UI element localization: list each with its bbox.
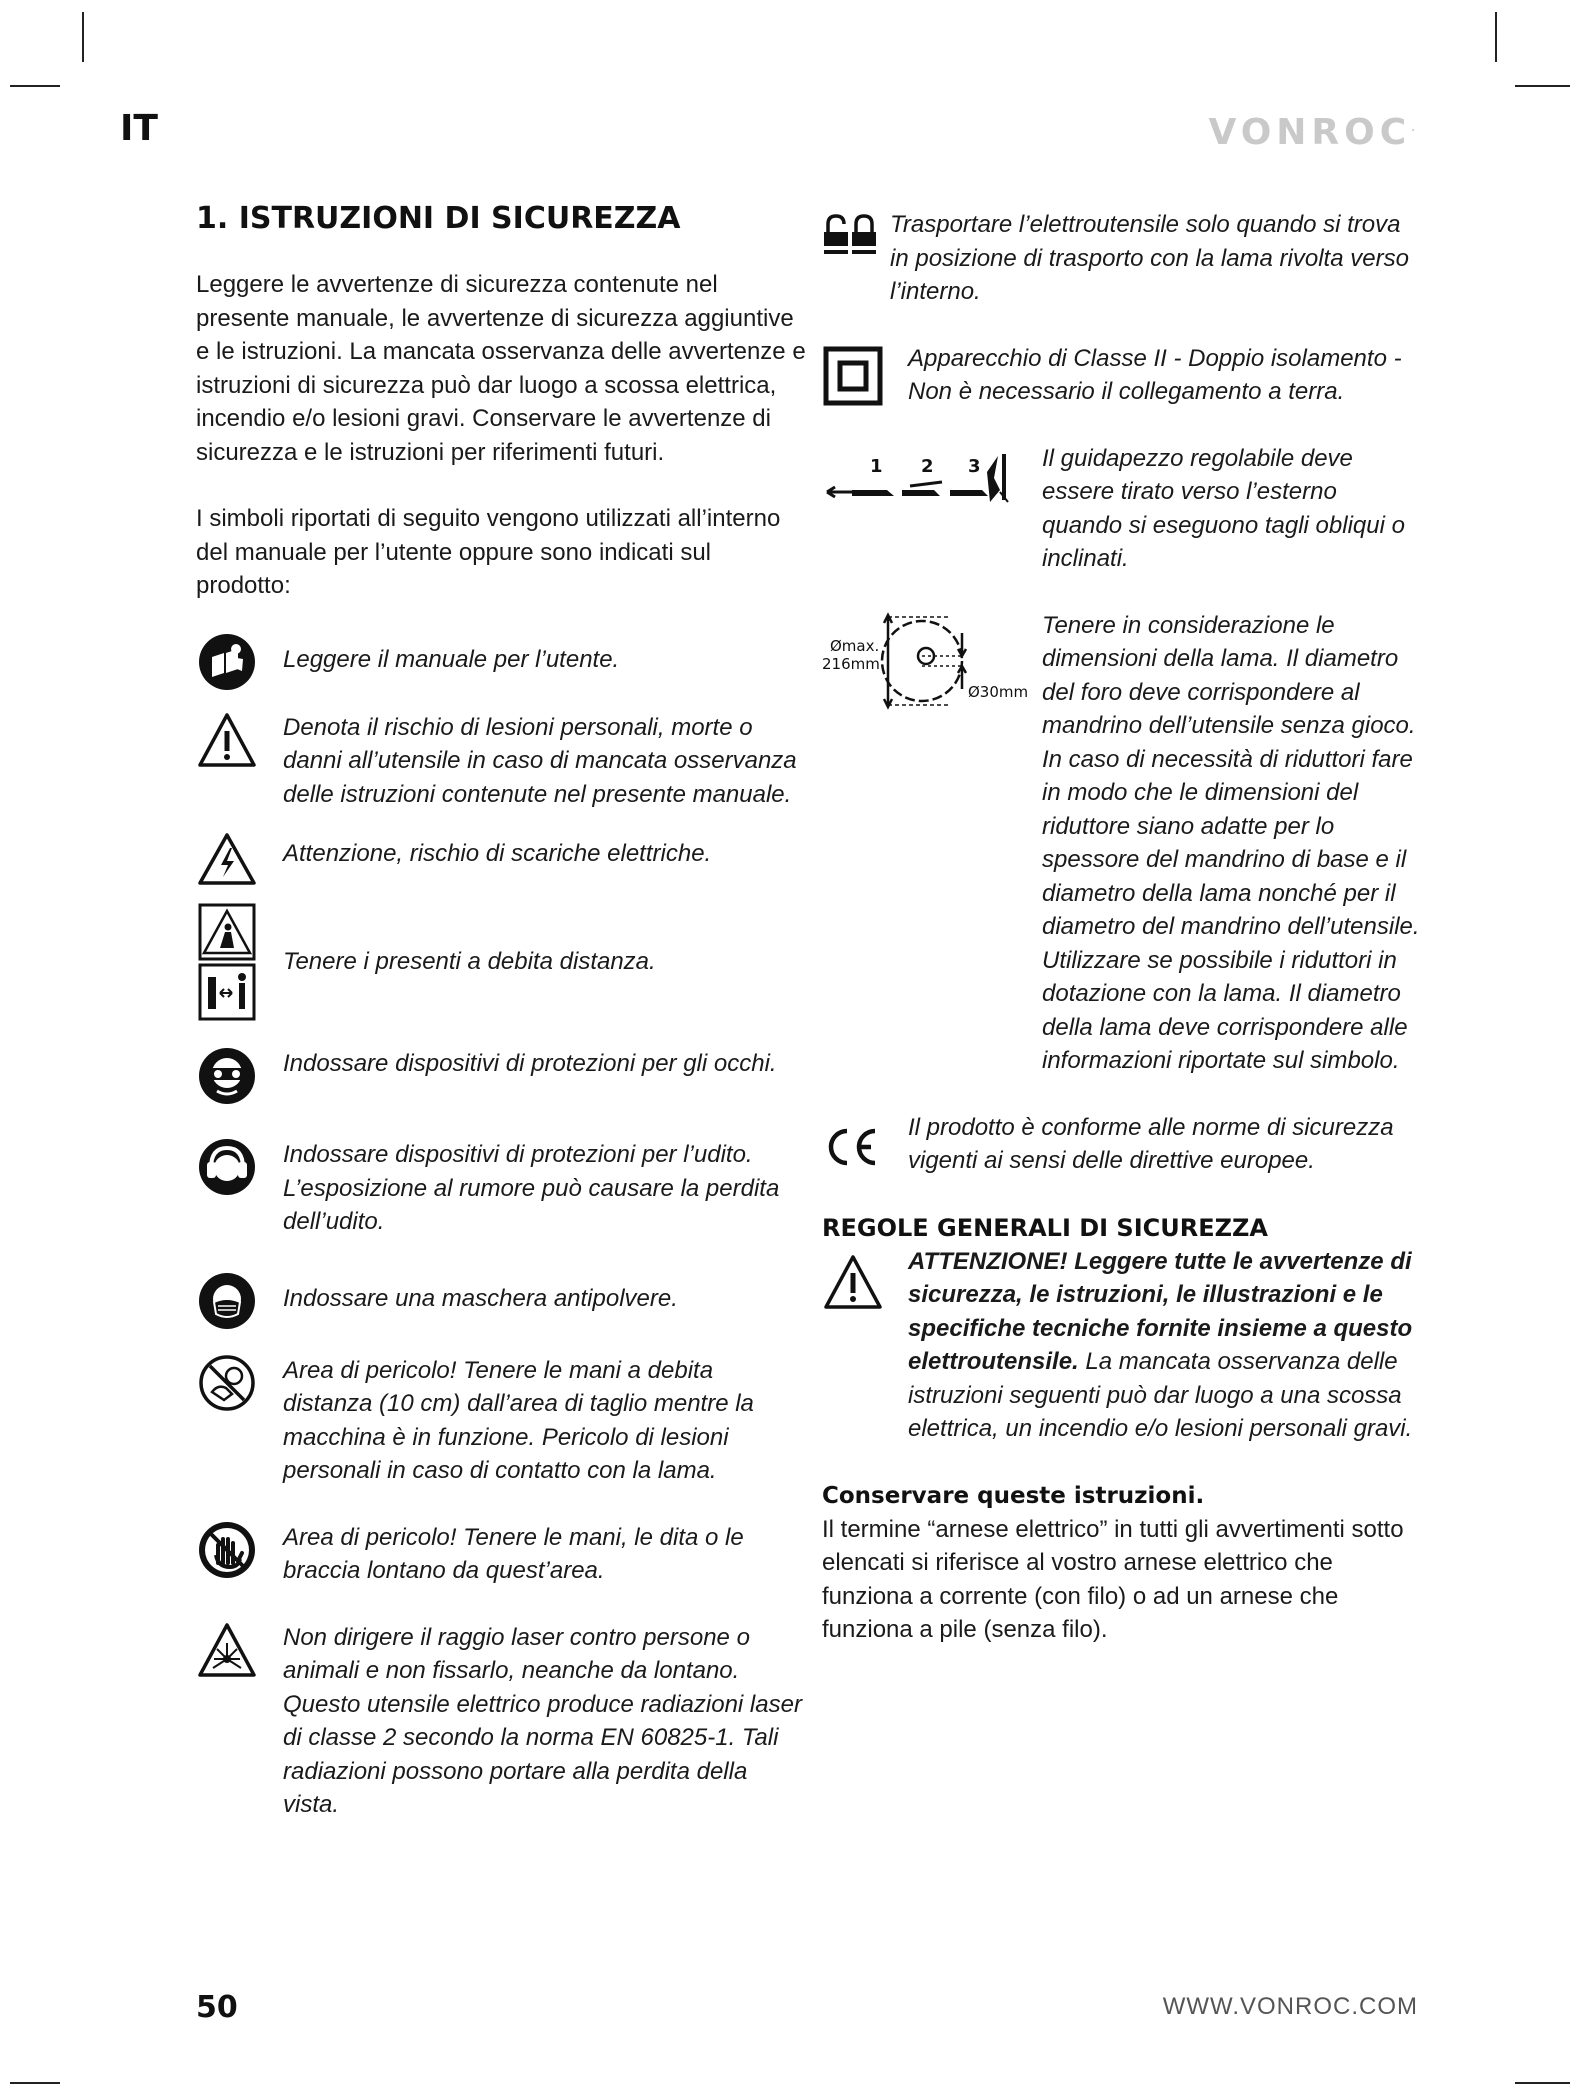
symbol-row	[196, 1521, 806, 1588]
symbol-description: Indossare una maschera antipolvere.	[283, 1284, 678, 1312]
keep-instructions-text: Il termine “arnese elettrico” in tutti gli avvertimenti sotto elencati si riferisce al vostro arnese elettrico che funziona a corrente (con filo) o ad un arnese che funziona a pile (senza filo).	[822, 1515, 1404, 1643]
symbol-description: Indossare dispositivi di protezioni per gli occhi.	[283, 1050, 777, 1077]
warning-bold-text: ATTENZIONE! Leggere tutte le avvertenze di sicurezza, le istruzioni, le illustrazioni e le specifiche tecniche fornite insieme a questo elettroutensile.	[908, 1247, 1413, 1375]
electric-shock-icon	[196, 831, 258, 887]
crop-mark	[10, 85, 60, 87]
crop-mark	[1515, 2082, 1570, 2084]
page-number: 50	[196, 1990, 238, 2025]
symbols-intro-paragraph: I simboli riportati di seguito vengono utilizzati all’interno del manuale per l’utente oppure sono indicati sul prodotto:	[196, 505, 781, 599]
blade-max-label: Ømax.	[830, 636, 880, 655]
symbol-row	[196, 633, 806, 691]
symbol-row	[822, 1111, 1422, 1178]
intro-paragraph: Leggere le avvertenze di sicurezza contenute nel presente manuale, le avvertenze di sicurezza aggiuntive e le istruzioni. La mancata osservanza delle avvertenze e istruzioni di sicurezza può dar luogo a scossa elettrica, incendio e/o lesioni gravi. Conservare le avvertenze di sicurezza e le istruzioni per riferimenti futuri.	[196, 271, 806, 466]
section-title: 1. ISTRUZIONI DI SICUREZZA	[196, 201, 681, 236]
blade-dimensions-icon	[822, 611, 1042, 711]
symbol-row	[196, 1354, 806, 1488]
warning-triangle-icon	[196, 711, 258, 769]
laser-warning-icon	[196, 1621, 258, 1679]
crop-mark	[10, 2082, 60, 2084]
symbol-description: Tenere i presenti a debita distanza.	[283, 948, 656, 975]
left-column	[196, 196, 806, 1822]
brand-logo: VONROC.	[1208, 112, 1415, 153]
language-code: IT	[120, 108, 158, 149]
fence-step-label: 3	[968, 455, 981, 477]
blade-diameter-label: 216mm	[822, 654, 880, 673]
symbol-row	[196, 1047, 806, 1105]
symbol-description: Trasportare l’elettroutensile solo quando si trova in posizione di trasporto con la lama rivolta verso l’interno.	[890, 211, 1409, 305]
symbol-description: Denota il rischio di lesioni personali, morte o danni all’utensile in caso di mancata osservanza delle istruzioni contenute nel presente manuale.	[283, 713, 797, 808]
crop-mark	[1495, 12, 1497, 62]
fence-step-label: 2	[921, 455, 934, 477]
read-manual-icon	[196, 633, 258, 691]
blade-bore-label: Ø30mm	[968, 682, 1029, 701]
symbol-row	[196, 711, 806, 812]
transport-lock-icon	[822, 214, 878, 260]
ce-mark-icon	[822, 1125, 884, 1169]
warning-block	[822, 1245, 1422, 1446]
symbols-list	[196, 633, 806, 1822]
symbol-row	[822, 208, 1422, 309]
symbol-description: Apparecchio di Classe II - Doppio isolamento - Non è necessario il collegamento a terra.	[908, 344, 1402, 405]
fence-step-label: 1	[870, 455, 883, 477]
symbol-description: Area di pericolo! Tenere le mani a debita distanza (10 cm) dall’area di taglio mentre la macchina è in funzione. Pericolo di lesioni personali in caso di contatto con la lama.	[283, 1356, 754, 1484]
symbol-description: Tenere in considerazione le dimensioni della lama. Il diametro del foro deve corrispondere al mandrino dell’utensile senza gioco. In caso di necessità di riduttori fare in modo che le dimensioni del riduttore siano adatte per lo spessore del mandrino di base e il diametro della lama nonché per il diametro del mandrino dell’utensile. Utilizzare se possibile i riduttori in dotazione con la lama. Il diametro della lama deve corrispondere alle informazioni riportate sul simbolo.	[1042, 611, 1420, 1074]
symbol-description: Leggere il manuale per l’utente.	[283, 645, 620, 673]
keep-bystanders-away-icon	[196, 903, 258, 1021]
symbol-row	[822, 609, 1422, 1078]
symbol-row	[822, 342, 1422, 409]
no-hands-area-icon	[196, 1521, 258, 1579]
right-column	[822, 196, 1422, 1647]
symbol-row	[822, 442, 1422, 576]
crop-mark	[82, 12, 84, 62]
no-hands-blade-icon	[196, 1354, 258, 1412]
symbol-description: Indossare dispositivi di protezioni per l’udito. L’esposizione al rumore può causare la perdita dell’udito.	[283, 1141, 780, 1235]
symbol-description: Il prodotto è conforme alle norme di sicurezza vigenti ai sensi delle direttive europee.	[908, 1113, 1394, 1174]
class-ii-icon	[822, 346, 884, 406]
symbol-row	[196, 903, 806, 1021]
symbol-description: Attenzione, rischio di scariche elettriche.	[283, 840, 712, 867]
warning-rest-text: La mancata osservanza delle istruzioni seguenti può dar luogo a una scossa elettrica, un incendio e/o lesioni personali gravi.	[908, 1348, 1413, 1442]
keep-instructions-title: Conservare queste istruzioni.	[822, 1482, 1205, 1509]
symbol-description: Il guidapezzo regolabile deve essere tirato verso l’esterno quando si eseguono tagli obliqui o inclinati.	[1042, 444, 1405, 572]
fence-adjust-icon	[822, 442, 1042, 512]
symbol-description: Non dirigere il raggio laser contro persone o animali e non fissarlo, neanche da lontano. Questo utensile elettrico produce radiazioni laser di classe 2 secondo la norma EN 60825-1. Tali radiazioni possono portare alla perdita della vista.	[283, 1623, 802, 1818]
warning-triangle-icon	[822, 1253, 884, 1311]
eye-protection-icon	[196, 1047, 258, 1105]
dust-mask-icon	[196, 1272, 258, 1330]
symbol-description: Area di pericolo! Tenere le mani, le dita o le braccia lontano da quest’area.	[283, 1523, 744, 1584]
symbol-row	[196, 1272, 806, 1330]
ear-protection-icon	[196, 1138, 258, 1196]
symbol-row	[196, 831, 806, 887]
symbol-row	[196, 1138, 806, 1239]
symbol-row	[196, 1621, 806, 1822]
crop-mark	[1515, 85, 1570, 87]
general-rules-title: REGOLE GENERALI DI SICUREZZA	[822, 1213, 1269, 1242]
warning-text	[908, 1245, 1422, 1446]
footer-url[interactable]: WWW.VONROC.COM	[1162, 1993, 1418, 2020]
